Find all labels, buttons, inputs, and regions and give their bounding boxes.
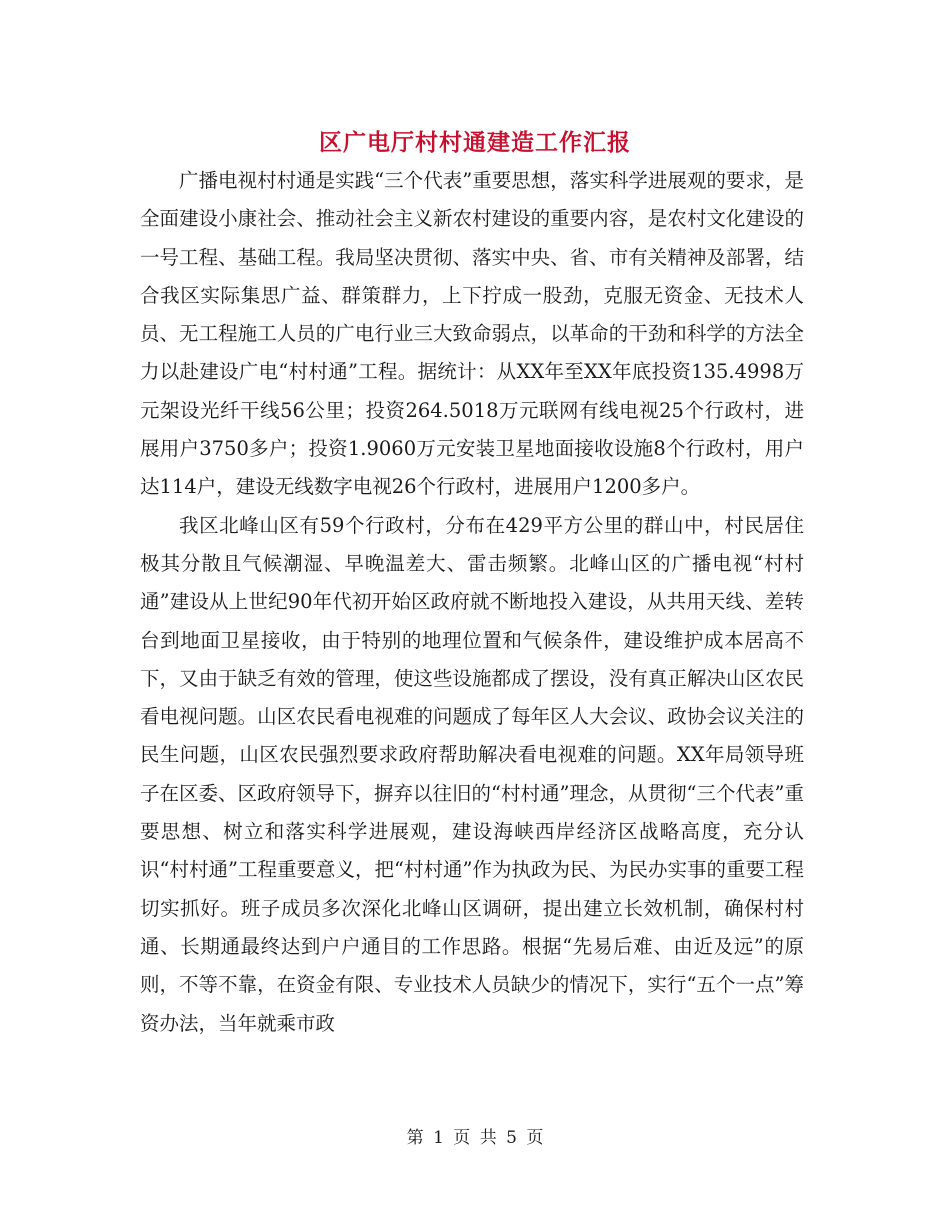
document-title: 区广电厅村村通建造工作汇报: [319, 129, 631, 157]
document-body: [140, 162, 804, 1043]
body-paragraph-2: 我区北峰山区有59个行政村，分布在429平方公里的群山中，村民居住极其分散且气候潮湿、早晚温差大、雷击频繁。北峰山区的广播电视“村村通”建设从上世纪90年代初开始区政府就不断地投入建设，从共用天线、差转台到地面卫星接收，由于特别的地理位置和气候条件，建设维护成本居高不下，又由于缺乏有效的管理，使这些设施都成了摆设，没有真正解决山区农民看电视问题。山区农民看电视难的问题成了每年区人大会议、政协会议关注的民生问题，山区农民强烈要求政府帮助解决看电视难的问题。XX年局领导班子在区委、区政府领导下，摒弃以往旧的“村村通”理念，从贯彻“三个代表”重要思想、树立和落实科学进展观，建设海峡西岸经济区战略高度，充分认识“村村通”工程重要意义，把“村村通”作为执政为民、为民办实事的重要工程切实抓好。班子成员多次深化北峰山区调研，提出建立长效机制，确保村村通、长期通最终达到户户通目的工作思路。根据“先易后难、由近及远”的原则，不等不靠，在资金有限、专业技术人员缺少的情况下，实行“五个一点”筹资办法，当年就乘市政: [140, 513, 804, 1035]
page-number-footer: 第 1 页 共 5 页: [406, 1128, 544, 1148]
body-paragraph-1: 广播电视村村通是实践“三个代表”重要思想，落实科学进展观的要求，是全面建设小康社会、推动社会主义新农村建设的重要内容，是农村文化建设的一号工程、基础工程。我局坚决贯彻、落实中央、省、市有关精神及部署，结合我区实际集思广益、群策群力，上下拧成一股劲，克服无资金、无技术人员、无工程施工人员的广电行业三大致命弱点，以革命的干劲和科学的方法全力以赴建设广电“村村通”工程。据统计：从XX年至XX年底投资135.4998万元架设光纤干线56公里；投资264.5018万元联网有线电视25个行政村，进展用户3750多户；投资1.9060万元安装卫星地面接收设施8个行政村，用户达114户，建设无线数字电视26个行政村，进展用户1200多户。: [140, 169, 804, 499]
